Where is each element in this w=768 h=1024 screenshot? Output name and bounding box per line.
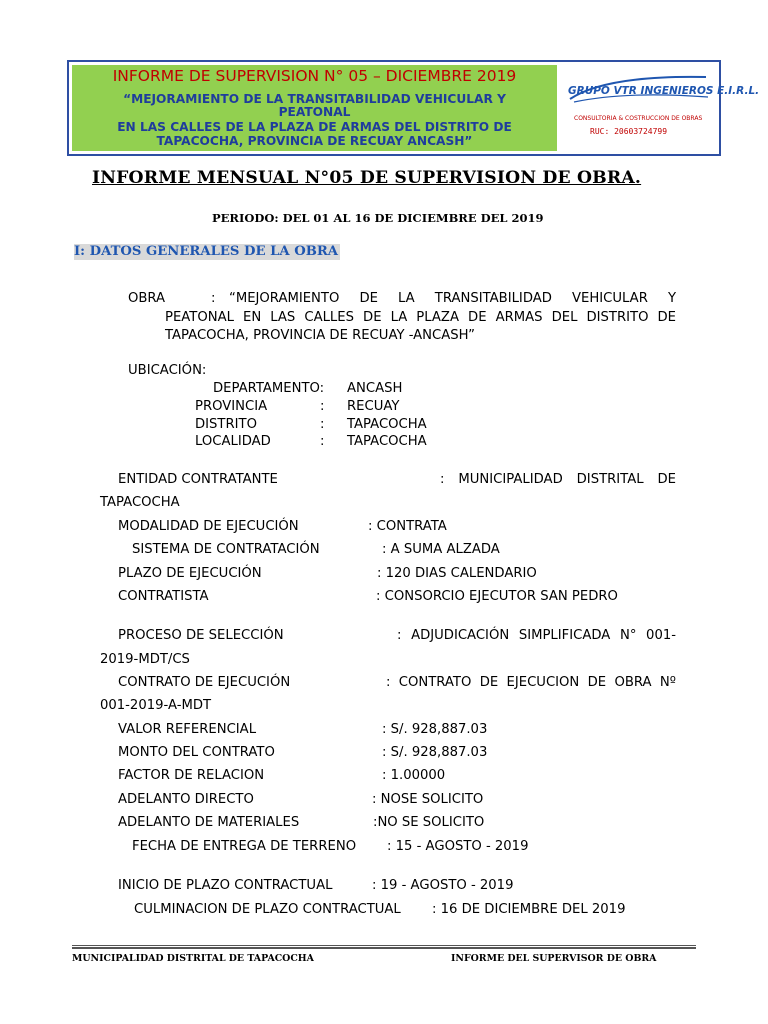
adelanto-materiales-value: :NO SE SOLICITO [373, 815, 485, 830]
banner-title: INFORME DE SUPERVISION N° 05 – DICIEMBRE 2019 [112, 67, 517, 85]
provincia-separator: : [320, 399, 325, 414]
contratista-value: : CONSORCIO EJECUTOR SAN PEDRO [376, 589, 618, 604]
modalidad-value: : CONTRATA [368, 519, 447, 534]
banner-project-line-1: “MEJORAMIENTO DE LA TRANSITABILIDAD VEHICULAR Y [123, 92, 506, 106]
localidad-separator: : [320, 434, 325, 449]
contratista-label: CONTRATISTA [118, 589, 209, 604]
sistema-value: : A SUMA ALZADA [382, 542, 500, 557]
entidad-value-cont: TAPACOCHA [100, 495, 180, 510]
proceso-value: : ADJUDICACIÓN SIMPLIFICADA N° 001- [397, 628, 676, 643]
localidad-value: TAPACOCHA [347, 434, 427, 449]
factor-relacion-label: FACTOR DE RELACION [118, 768, 265, 783]
inicio-plazo-value: : 19 - AGOSTO - 2019 [372, 878, 514, 893]
adelanto-materiales-label: ADELANTO DE MATERIALES [118, 815, 300, 830]
distrito-separator: : [320, 417, 325, 432]
header-banner [67, 60, 760, 156]
entidad-value: : MUNICIPALIDAD DISTRITAL DE [440, 472, 676, 487]
culminacion-plazo-value: : 16 DE DICIEMBRE DEL 2019 [432, 902, 626, 917]
monto-contrato-label: MONTO DEL CONTRATO [118, 745, 275, 760]
contrato-label: CONTRATO DE EJECUCIÓN [118, 675, 291, 690]
company-logo [560, 67, 760, 149]
banner-project-line-3: EN LAS CALLES DE LA PLAZA DE ARMAS DEL DISTRITO DE [117, 120, 512, 134]
provincia-label: PROVINCIA [195, 399, 268, 414]
sistema-label: SISTEMA DE CONTRATACIÓN [132, 542, 320, 557]
proceso-value-cont: 2019-MDT/CS [100, 652, 190, 667]
inicio-plazo-label: INICIO DE PLAZO CONTRACTUAL [118, 878, 333, 893]
factor-relacion-value: : 1.00000 [382, 768, 446, 783]
provincia-value: RECUAY [347, 399, 400, 414]
distrito-label: DISTRITO [195, 417, 257, 432]
logo-subtitle: CONSULTORIA & COSTRUCCION DE OBRAS [574, 115, 703, 122]
distrito-value: TAPACOCHA [347, 417, 427, 432]
entidad-label: ENTIDAD CONTRATANTE [118, 472, 278, 487]
logo-company-name: GRUPO VTR INGENIEROS E.I.R.L. [568, 85, 760, 97]
banner-project-line-4: TAPACOCHA, PROVINCIA DE RECUAY ANCASH” [156, 134, 473, 148]
logo-ruc: RUC: 20603724799 [590, 127, 668, 136]
adelanto-directo-value: : NOSE SOLICITO [372, 792, 484, 807]
departamento-label: DEPARTAMENTO: [213, 381, 325, 396]
footer-rule-thick [72, 947, 696, 949]
valor-referencial-value: : S/. 928,887.03 [382, 722, 488, 737]
page-title: INFORME MENSUAL N°05 DE SUPERVISION DE OBRA. [92, 168, 642, 188]
obra-value-line-3: TAPACOCHA, PROVINCIA DE RECUAY -ANCASH” [165, 328, 475, 343]
proceso-label: PROCESO DE SELECCIÓN [118, 628, 284, 643]
report-period: PERIODO: DEL 01 AL 16 DE DICIEMBRE DEL 2019 [212, 211, 544, 225]
section-heading-datos-generales: I: DATOS GENERALES DE LA OBRA [74, 244, 339, 259]
fecha-entrega-label: FECHA DE ENTREGA DE TERRENO [132, 839, 357, 854]
plazo-label: PLAZO DE EJECUCIÓN [118, 566, 262, 581]
banner-project-line-2: PEATONAL [278, 105, 351, 119]
modalidad-label: MODALIDAD DE EJECUCIÓN [118, 519, 299, 534]
valor-referencial-label: VALOR REFERENCIAL [118, 722, 257, 737]
culminacion-plazo-label: CULMINACION DE PLAZO CONTRACTUAL [134, 902, 401, 917]
plazo-value: : 120 DIAS CALENDARIO [377, 566, 537, 581]
ubicacion-label: UBICACIÓN: [128, 363, 207, 378]
banner-title-panel [72, 65, 557, 151]
obra-value-line-1: “MEJORAMIENTO DE LA TRANSITABILIDAD VEHICULAR Y [229, 291, 676, 306]
contrato-value: : CONTRATO DE EJECUCION DE OBRA Nº [386, 675, 676, 690]
obra-label: OBRA [128, 291, 166, 306]
monto-contrato-value: : S/. 928,887.03 [382, 745, 488, 760]
footer-left-text: MUNICIPALIDAD DISTRITAL DE TAPACOCHA [72, 953, 314, 964]
footer-right-text: INFORME DEL SUPERVISOR DE OBRA [451, 953, 657, 964]
obra-separator: : [211, 291, 216, 306]
localidad-label: LOCALIDAD [195, 434, 271, 449]
adelanto-directo-label: ADELANTO DIRECTO [118, 792, 254, 807]
contrato-value-cont: 001-2019-A-MDT [100, 698, 212, 713]
departamento-value: ANCASH [347, 381, 403, 396]
footer-rule [72, 945, 696, 946]
obra-value-line-2: PEATONAL EN LAS CALLES DE LA PLAZA DE ARMAS DEL DISTRITO DE [165, 310, 676, 325]
fecha-entrega-value: : 15 - AGOSTO - 2019 [387, 839, 529, 854]
